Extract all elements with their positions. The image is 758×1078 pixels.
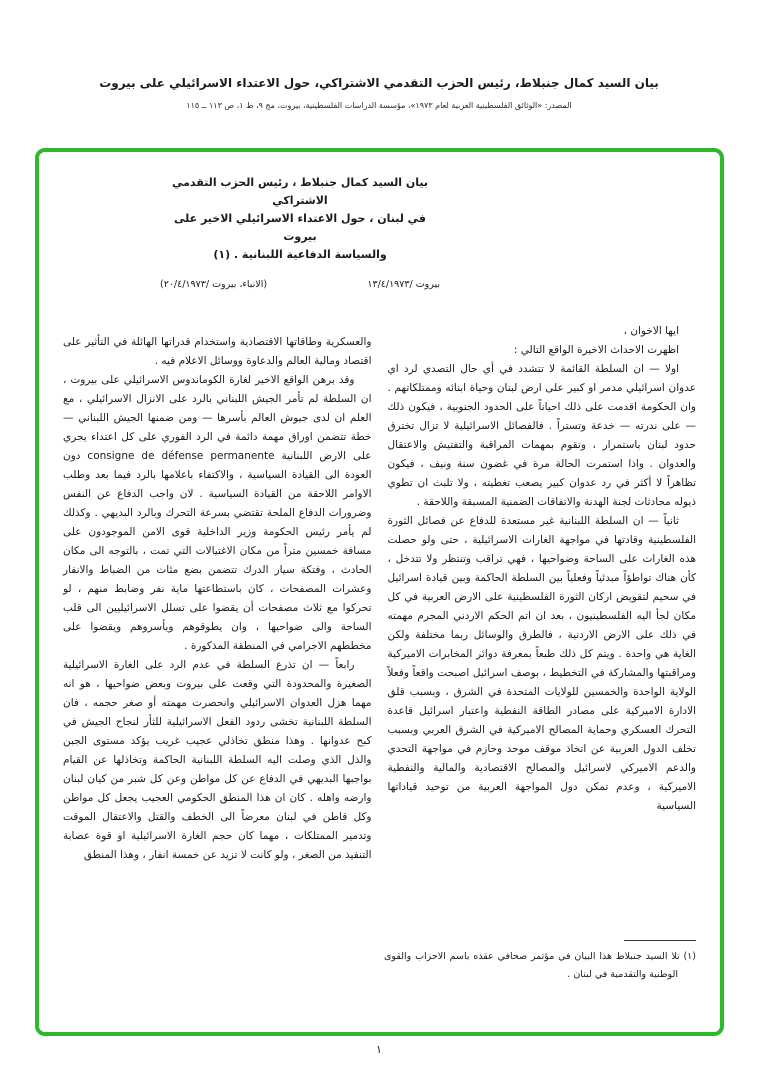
- column-left: [63, 322, 372, 865]
- paragraph-intro: اظهرت الاحداث الاخيرة الواقع التالي :: [513, 344, 679, 356]
- page-number: ١: [376, 1043, 382, 1056]
- footnote-rule: [624, 940, 696, 941]
- paragraph-continuation: والعسكرية وطاقاتها الاقتصادية واستخدام قدراتها الهائلة في التأثير على اقتصاد ومالية العالم والدعاوة ووسائل الاعلام فيه .: [63, 336, 372, 367]
- paragraph-second-point: ثانياً — ان السلطة اللبنانية غير مستعدة للدفاع عن فصائل الثورة الفلسطينية وقادتها في مواجهة الغارات الاسرائيلية ، حتى ولو حصلت هذه الغارات على الساحة وضواحيها ، فهي تراقب وتنتظر ولا تتدخل ، كأن هناك تواطؤاً مبدئياً وفعلياً بين السلطة الحاكمة وبين قيادة اسرائيل في سحيم لتقويض اركان الثورة الفلسطينية على الارض العربية في كل مكان لجأ اليه الفلسطينيون ، بعد ان اتم الحكم الاردني المجرم مهمته في ذلك على الارض الاردنية ، فالطرق والوسائل ربما مختلفة ولكن الغاية هي واحدة . ويتم كل ذلك طبعاً بمعرفة دوائر المخابرات الاميركية ومراقبتها والمشاركة في التخطيط ، بوصف اسرائيل اصبحت واقعاً وفعلاً الولاية الواحدة والخمسين للولايات المتحدة في الشرق ، وبسبب قلق الادارة الاميركية على مصادر الطاقة النفطية واعتبار اسرائيل قاعدة التحرك العسكري وحماية المصالح الاميركية في الشرق العربي وبسبب تخلف الدول العربية عن اتخاذ موقف موحد وحازم في مواجهة التحدي والدعم الاميركي لاسرائيل والمصالح الاقتصادية والمالية والنفطية الاميركية ، وعدم تمكن دول المواجهة العربية من توحيد قياداتها السياسية: [387, 515, 696, 812]
- paragraph-salutation: ايها الاخوان ،: [623, 325, 679, 337]
- doc-title-line-1: بيان السيد كمال جنبلاط ، رئيس الحزب التقدمي الاشتراكي: [171, 176, 429, 207]
- footnote: [384, 940, 696, 984]
- doc-title-line-2: في لبنان ، حول الاعتداء الاسرائيلي الاخير على بيروت: [173, 212, 427, 243]
- doc-title-line-3: والسياسة الدفاعية اللبنانية . (١): [213, 248, 387, 261]
- dateline: [160, 276, 440, 294]
- paragraph-first-point: اولا — ان السلطة القائمة لا تتشدد في أي حال التصدي لرد اي عدوان اسرائيلي مدمر او كبير على ارض لبنان وحياة ابنائه وممتلكاتهم . وان الحكومة اقدمت على ذلك احياناً على الحدود الجنوبية ، فيكون ذلك — على ندرته — خدعة وتستراً . فالفصائل الاسرائيلية لا تزال تخترق حدود لبنان باستمرار ، وتقوم بمهمات المراقبة والتفتيش والاعتقال والعدوان . واذا استمرت الحالة مرة في غضون سنة ونيف ، فيكون تظاهراً لا أكثر في رد عدوان كبير يصعب تغطيته ، ولا تلبث ان تطوي ذيوله محادثات لجنة الهدنة والاتفاقات الضمنية المسبقة واللاحقة .: [387, 363, 696, 508]
- paragraph-commando-raid: وقد برهن الواقع الاخير لغارة الكوماندوس الاسرائيلي على بيروت ، ان السلطة لم تأمر الجيش اللبناني بالرد على الانزال الاسرائيلي ، مع العلم ان لدى جيوش العالم بأسرها — ومن ضمنها الجيش اللبناني — خطة تتضمن اوراق مهمة دائمة في الرد الفوري على كل اعتداء يجري على الارض اللبنانية consigne de défense permanente دون العودة الى القيادة السياسية ، والاكتفاء باعلامها بالرد فيما بعد وطلب الاوامر اللاحقة من القيادة السياسية . لان واجب الدفاع عن النفس وضرورات الدفاع الملحة تقتضي بسرعة التحرك وبالرد البديهي . وكذلك لم يأمر رئيس الحكومة وزير الداخلية قوى الامن الموجودون على مسافة خمسين متراً من مكان الاغتيالات التي تمت ، بالتوجه الى مكان الحادث ، وفتكة سيار الدرك تتضمن بضع مئات من الضباط والانفار وعشرات المصفحات ، كان باستطاعتها ماية نفر وضابط منهم ، لو تحركوا مع ثلاث مصفحات أن يقضوا على تسلل الاسرائيليين الى قلب الساحة والى ضواحيها ، وان يطوقوهم ويأسروهم ويقضوا على مخططهم الاجرامي في المنطقة المذكورة .: [63, 374, 372, 652]
- paragraph-fourth-point: رابعاً — ان تذرع السلطة في عدم الرد على الغارة الاسرائيلية الصغيرة والمحدودة التي وقعت على بيروت وبعض ضواحيها ، هو انه مهما هزل العدوان الاسرائيلي وانحصرت مهمته أو صغر حجمه ، فان السلطة اللبنانية تخشى ردود الفعل الاسرائيلية للثأر لنجاح الجيش في كبح عدوانها . وهذا منطق تخاذلي عجيب غريب يؤكد مستوى الجبن والذل الذي وصلت اليه السلطة اللبنانية الحاكمة وتخاذلها عن القيام بواجبها البديهي في الدفاع عن كل مواطن وعن كل شبر من كيان لبنان وارضه واهله . كان ان هذا المنطق الحكومي العجيب يجعل كل مواطن وكل قاطن في لبنان معرضاً الى الخطف والقتل والاعتقال الموقت وتدمير الممتلكات ، مهما كان حجم الغارة الاسرائيلية او قوة عصابة التنفيذ من الصغر ، ولو كانت لا تزيد عن خمسة انفار ، وهذا المنطق: [63, 659, 372, 861]
- text-columns: [63, 322, 696, 865]
- page-header-title: بيان السيد كمال جنبلاط، رئيس الحزب التقدمي الاشتراكي، حول الاعتداء الاسرائيلي على بيروت: [99, 76, 659, 90]
- doc-title-block: [160, 174, 440, 294]
- page-header-source: المصدر: «الوثائق الفلسطينية العربية لعام ١٩٧٣»، مؤسسة الدراسات الفلسطينية، بيروت، مج ٩، ط ١، ص ١١٣ ــ ١١٥: [186, 101, 572, 110]
- dateline-place-date: بيروت /١٣/٤/١٩٧٣: [367, 279, 440, 290]
- document-frame: [35, 148, 724, 1036]
- footnote-text: (١) تلا السيد جنبلاط هذا البيان في مؤتمر صحافي عقده باسم الاحزاب والقوى الوطنية والتقدمية في لبنان .: [384, 951, 696, 980]
- column-right: [388, 322, 697, 865]
- dateline-source: (الانباء، بيروت /٢٠/٤/١٩٧٣): [160, 279, 268, 290]
